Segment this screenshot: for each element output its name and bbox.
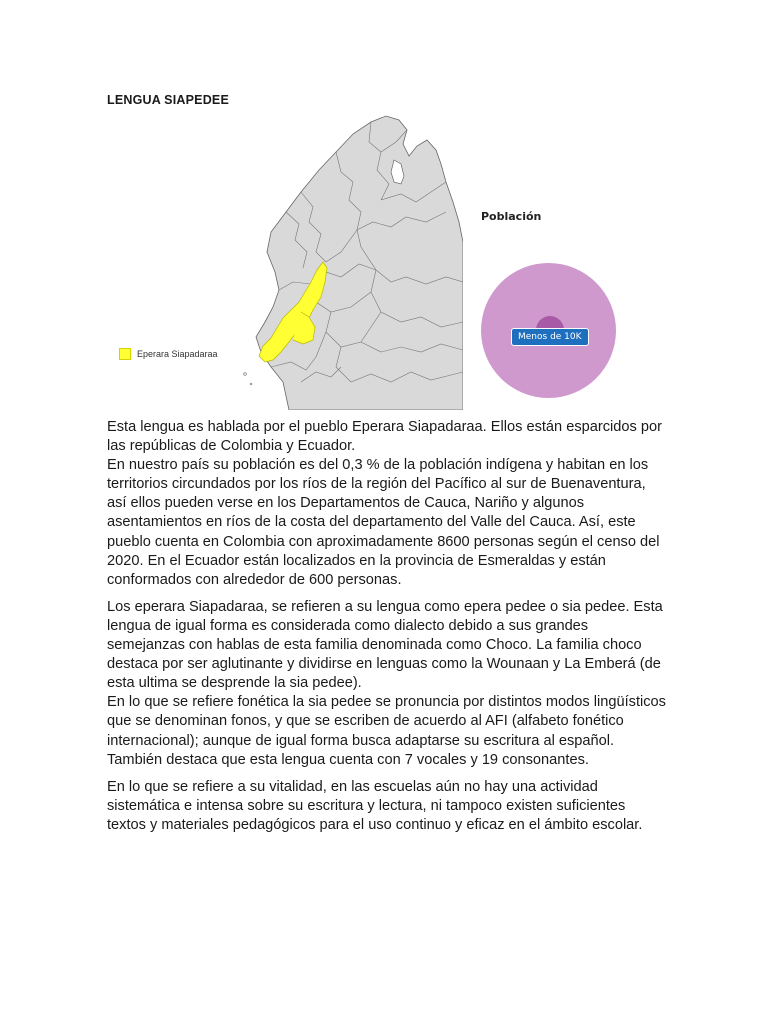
text-line: En lo que se refiere fonética la sia pedee se pronuncia por distintos modos lingüísticos que se denominan fonos, y que se escriben de acuerdo al AFI (alfabeto fonético internacional); aunque de igual forma busca adaptarse su escritura al español. — [107, 694, 666, 749]
document-title: LENGUA SIAPEDEE — [107, 93, 230, 107]
paragraph-2 — [107, 598, 667, 770]
paragraph-3 — [107, 778, 667, 835]
text-line: También destaca que esta lengua cuenta con 7 vocales y 19 consonantes. — [107, 751, 589, 768]
paragraph-1 — [107, 418, 667, 590]
text-line: En lo que se refiere a su vitalidad, en las escuelas aún no hay una actividad sistemática e intensa sobre su escritura y lectura, ni tampoco existen suficientes textos y materiales pedagógicos para el uso continuo y eficaz en el ámbito escolar. — [107, 778, 643, 833]
legend-swatch — [119, 348, 131, 360]
population-title: Población — [481, 210, 542, 223]
legend-label: Eperara Siapadaraa — [137, 349, 218, 359]
map-legend — [119, 348, 218, 360]
map-svg — [231, 112, 463, 410]
text-line: En nuestro país su población es del 0,3 % de la población indígena y habitan en los territorios circundados por los ríos de la región del Pacífico al sur de Buenaventura, así ellos pueden verse en los Departamentos de Cauca, Nariño y algunos asentamientos en ríos de la costa del departamento del Valle del Cauca. Así, este pueblo cuenta en Colombia con aproximadamente 8600 personas según el censo del 2020. En el Ecuador están localizados en la provincia de Esmeraldas y están conformados con alrededor de 600 personas. — [107, 457, 660, 588]
figure — [107, 112, 597, 412]
body-text — [107, 418, 667, 843]
text-line: Los eperara Siapadaraa, se refieren a su lengua como epera pedee o sia pedee. Esta lengua de igual forma es considerada como dialecto debido a sus grandes semejanzas con hablas de esta familia denominada como Choco. La familia choco destaca por ser aglutinante y dividirse en lenguas como la Wounaan y La Emberá (de esta ultima se desprende la sia pedee). — [107, 598, 663, 692]
population-badge: Menos de 10K — [511, 328, 589, 346]
map-colombia — [231, 112, 463, 410]
text-line: Esta lengua es hablada por el pueblo Eperara Siapadaraa. Ellos están esparcidos por las repúblicas de Colombia y Ecuador. — [107, 419, 662, 455]
